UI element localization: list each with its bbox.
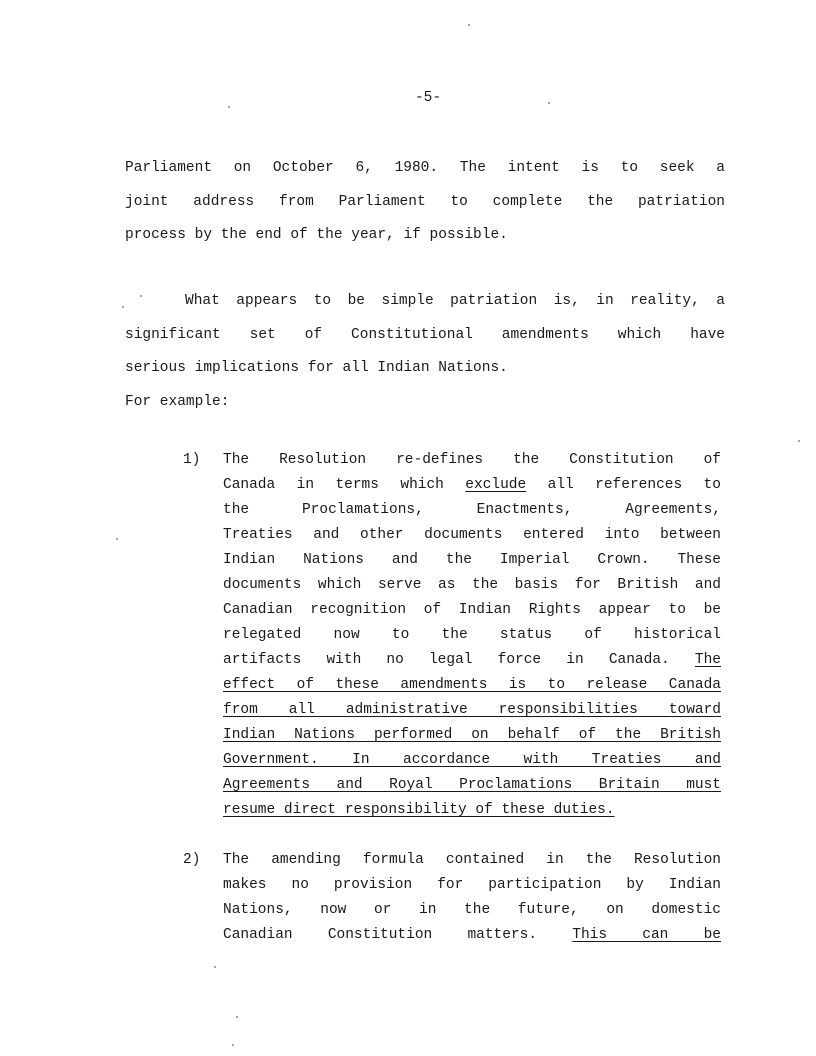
underlined-text: The xyxy=(694,652,721,668)
scan-speck xyxy=(548,102,550,104)
item-text: all references to xyxy=(526,477,721,493)
scan-speck xyxy=(122,306,124,308)
underlined-line: Government. In accordance with Treaties and xyxy=(223,752,721,768)
list-item-body xyxy=(223,848,721,948)
item-line: Treaties and other documents entered into between xyxy=(223,527,721,543)
underlined-line xyxy=(223,798,721,823)
paragraph-2-line: serious implications for all Indian Nations. xyxy=(125,360,508,376)
underlined-line: from all administrative responsibilities toward xyxy=(223,702,721,718)
scan-speck xyxy=(116,538,118,540)
paragraph-2-line: What appears to be simple patriation is, in reality, a xyxy=(185,293,725,309)
paragraph-1 xyxy=(125,152,725,253)
scan-speck xyxy=(140,295,142,297)
scan-speck xyxy=(214,966,216,968)
list-item-body xyxy=(223,448,721,823)
paragraph-1-line: process by the end of the year, if possible. xyxy=(125,227,508,243)
item-line: Nations, now or in the future, on domestic xyxy=(223,902,721,918)
scan-speck xyxy=(798,440,800,442)
for-example-label: For example: xyxy=(125,393,230,410)
paragraph-2 xyxy=(125,285,725,419)
item-line: the Proclamations, Enactments, Agreements, xyxy=(223,502,721,518)
item-line xyxy=(223,473,721,498)
page-number: -5- xyxy=(414,90,442,106)
item-text: Canadian Constitution matters. xyxy=(223,927,573,943)
underlined-line: Indian Nations performed on behalf of the British xyxy=(223,727,721,743)
item-line: Canadian recognition of Indian Rights appear to be xyxy=(223,602,721,618)
underlined-text: resume direct responsibility of these duties. xyxy=(223,802,615,818)
item-line: documents which serve as the basis for British and xyxy=(223,577,721,593)
scan-speck xyxy=(236,1016,238,1018)
scan-speck xyxy=(468,24,470,26)
item-line: relegated now to the status of historical xyxy=(223,627,721,643)
list-item-number: 2) xyxy=(183,852,201,868)
paragraph-2-line: significant set of Constitutional amendments which have xyxy=(125,326,725,343)
item-line: Indian Nations and the Imperial Crown. These xyxy=(223,552,721,568)
underlined-text: exclude xyxy=(465,477,527,493)
item-text: Canada in terms which xyxy=(223,477,466,493)
item-line: The amending formula contained in the Resolution xyxy=(223,852,721,868)
item-line xyxy=(223,923,721,948)
paragraph-1-line: joint address from Parliament to complete the patriation xyxy=(125,193,725,210)
list-item-number: 1) xyxy=(183,452,201,468)
item-line: makes no provision for participation by Indian xyxy=(223,877,721,893)
paragraph-1-line: Parliament on October 6, 1980. The intent is to seek a xyxy=(125,160,725,176)
underlined-line: Agreements and Royal Proclamations Britain must xyxy=(223,777,721,793)
scan-speck xyxy=(232,1044,234,1046)
scan-speck xyxy=(228,106,230,108)
item-text: artifacts with no legal force in Canada. xyxy=(223,652,695,668)
underlined-line: effect of these amendments is to release Canada xyxy=(223,677,721,693)
underlined-text: This can be xyxy=(572,927,721,943)
item-line: The Resolution re-defines the Constitution of xyxy=(223,452,721,468)
item-line xyxy=(223,648,721,673)
